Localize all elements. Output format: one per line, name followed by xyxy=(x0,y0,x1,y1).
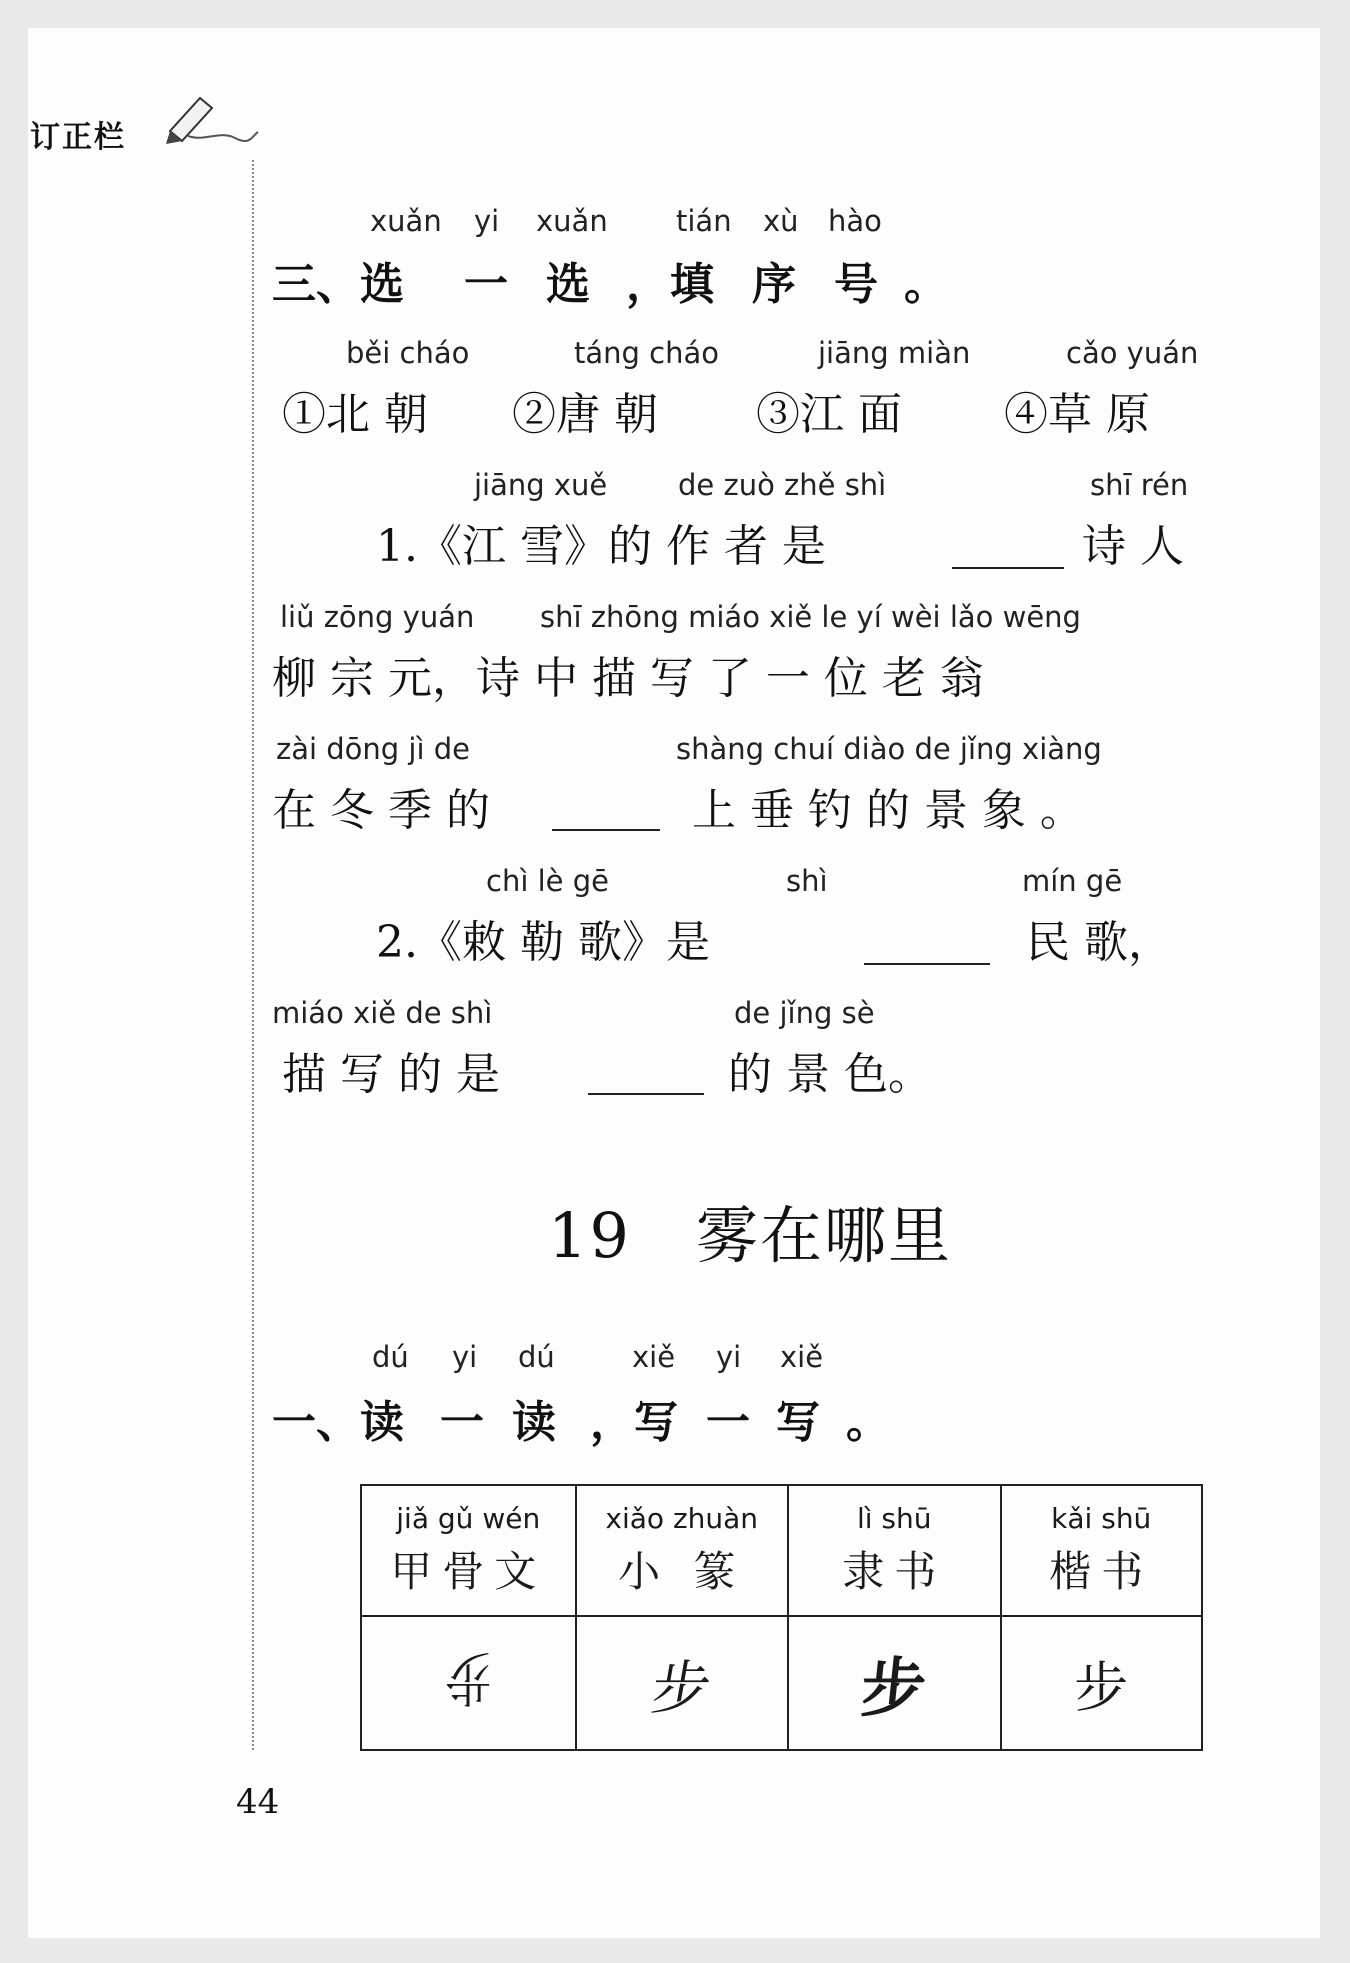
section-heading: 选 xyxy=(546,259,590,310)
section-heading: 序 xyxy=(752,259,796,310)
option-item: ③江 面 xyxy=(756,389,902,440)
question-pinyin: liǔ zōng yuán xyxy=(280,600,475,634)
heading-pinyin: xuǎn xyxy=(370,204,442,238)
section-heading: 号 xyxy=(834,259,878,310)
heading-pinyin: xiě xyxy=(780,1340,824,1374)
option-pinyin: táng cháo xyxy=(574,336,719,370)
answer-blank[interactable] xyxy=(952,566,1064,569)
regular-script-glyph: 步 xyxy=(1074,1655,1129,1719)
question-pinyin: mín gē xyxy=(1022,864,1123,898)
heading-pinyin: xù xyxy=(763,204,799,238)
table-header-cell xyxy=(788,1485,1001,1616)
question-pinyin: de zuò zhě shì xyxy=(678,468,887,502)
section-heading: ，填 xyxy=(626,259,714,310)
question-pinyin: chì lè gē xyxy=(486,864,609,898)
heading-pinyin: xuǎn xyxy=(536,204,608,238)
table-header-cell xyxy=(361,1485,576,1616)
table-glyph-row xyxy=(361,1616,1202,1750)
header-label: 楷书 xyxy=(1049,1547,1154,1596)
table-glyph-cell xyxy=(1001,1616,1203,1750)
section-heading: 写 xyxy=(776,1397,820,1448)
question-pinyin: zài dōng jì de xyxy=(276,732,471,766)
heading-pinyin: dú xyxy=(372,1340,409,1374)
section-heading: 。 xyxy=(846,1397,890,1448)
question-text: 1.《江 雪》的 作 者 是 xyxy=(376,521,826,572)
table-header-cell xyxy=(1001,1485,1203,1616)
question-pinyin: shì xyxy=(786,864,828,898)
header-label: 甲骨文 xyxy=(390,1547,547,1596)
question-pinyin: de jǐng sè xyxy=(734,996,875,1030)
table-glyph-cell xyxy=(361,1616,576,1750)
small-seal-glyph: 步 xyxy=(645,1654,716,1722)
option-pinyin: cǎo yuán xyxy=(1066,336,1199,370)
option-pinyin: jiāng miàn xyxy=(818,336,971,370)
section-heading: 一 xyxy=(440,1397,484,1448)
section-heading: 一 xyxy=(706,1397,750,1448)
header-pinyin: xiǎo zhuàn xyxy=(605,1502,759,1535)
question-text: 的 景 色。 xyxy=(728,1049,932,1100)
question-text: 柳 宗 元，诗 中 描 写 了 一 位 老 翁 xyxy=(272,653,984,704)
header-pinyin: lì shū xyxy=(856,1502,932,1535)
header-pinyin: kǎi shū xyxy=(1051,1502,1152,1535)
table-glyph-cell xyxy=(576,1616,789,1750)
section-heading: 三、选 xyxy=(272,259,404,310)
answer-blank[interactable] xyxy=(588,1092,704,1095)
section-heading: 读 xyxy=(512,1397,556,1448)
question-text: 诗 人 xyxy=(1082,521,1184,572)
question-text: 民 歌， xyxy=(1026,917,1172,968)
question-pinyin: shàng chuí diào de jǐng xiàng xyxy=(676,732,1102,766)
lesson-name: 雾在哪里 xyxy=(696,1199,953,1272)
section-heading: ，写 xyxy=(590,1397,678,1448)
question-text: 上 垂 钓 的 景 象 。 xyxy=(692,785,1084,836)
answer-blank[interactable] xyxy=(552,828,660,831)
option-item: ①北 朝 xyxy=(282,389,428,440)
option-pinyin: běi cháo xyxy=(346,336,470,370)
pencil-icon xyxy=(160,86,260,146)
clerical-script-glyph: 步 xyxy=(857,1651,930,1726)
heading-pinyin: yi xyxy=(716,1340,742,1374)
question-text: 2.《敕 勒 歌》是 xyxy=(376,917,710,968)
question-pinyin: jiāng xuě xyxy=(474,468,608,502)
lesson-number: 19 xyxy=(548,1199,631,1272)
question-pinyin: shī rén xyxy=(1090,468,1189,502)
option-item: ④草 原 xyxy=(1004,389,1150,440)
heading-pinyin: xiě xyxy=(632,1340,676,1374)
heading-pinyin: hào xyxy=(828,204,882,238)
section-heading: 一、读 xyxy=(272,1397,404,1448)
answer-blank[interactable] xyxy=(864,962,990,965)
header-label: 隶书 xyxy=(842,1547,947,1596)
correction-divider xyxy=(252,160,254,1750)
script-evolution-table xyxy=(360,1484,1203,1751)
question-text: 在 冬 季 的 xyxy=(272,785,490,836)
page-number: 44 xyxy=(236,1782,280,1822)
table-header-cell xyxy=(576,1485,789,1616)
oracle-bone-glyph: 步 xyxy=(445,1644,492,1712)
option-item: ②唐 朝 xyxy=(512,389,658,440)
header-label: 小 篆 xyxy=(618,1547,746,1596)
table-glyph-cell xyxy=(788,1616,1001,1750)
heading-pinyin: tián xyxy=(676,204,732,238)
section-heading: 。 xyxy=(904,259,948,310)
heading-pinyin: dú xyxy=(518,1340,555,1374)
heading-pinyin: yi xyxy=(452,1340,478,1374)
header-pinyin: jiǎ gǔ wén xyxy=(396,1502,541,1535)
heading-pinyin: yi xyxy=(474,204,500,238)
section-heading: 一 xyxy=(464,259,508,310)
correction-column-label: 订正栏 xyxy=(30,120,126,155)
question-pinyin: miáo xiě de shì xyxy=(272,996,493,1030)
lesson-title xyxy=(548,1186,952,1275)
question-pinyin: shī zhōng miáo xiě le yí wèi lǎo wēng xyxy=(540,600,1081,634)
table-header-row xyxy=(361,1485,1202,1616)
question-text: 描 写 的 是 xyxy=(282,1049,500,1100)
